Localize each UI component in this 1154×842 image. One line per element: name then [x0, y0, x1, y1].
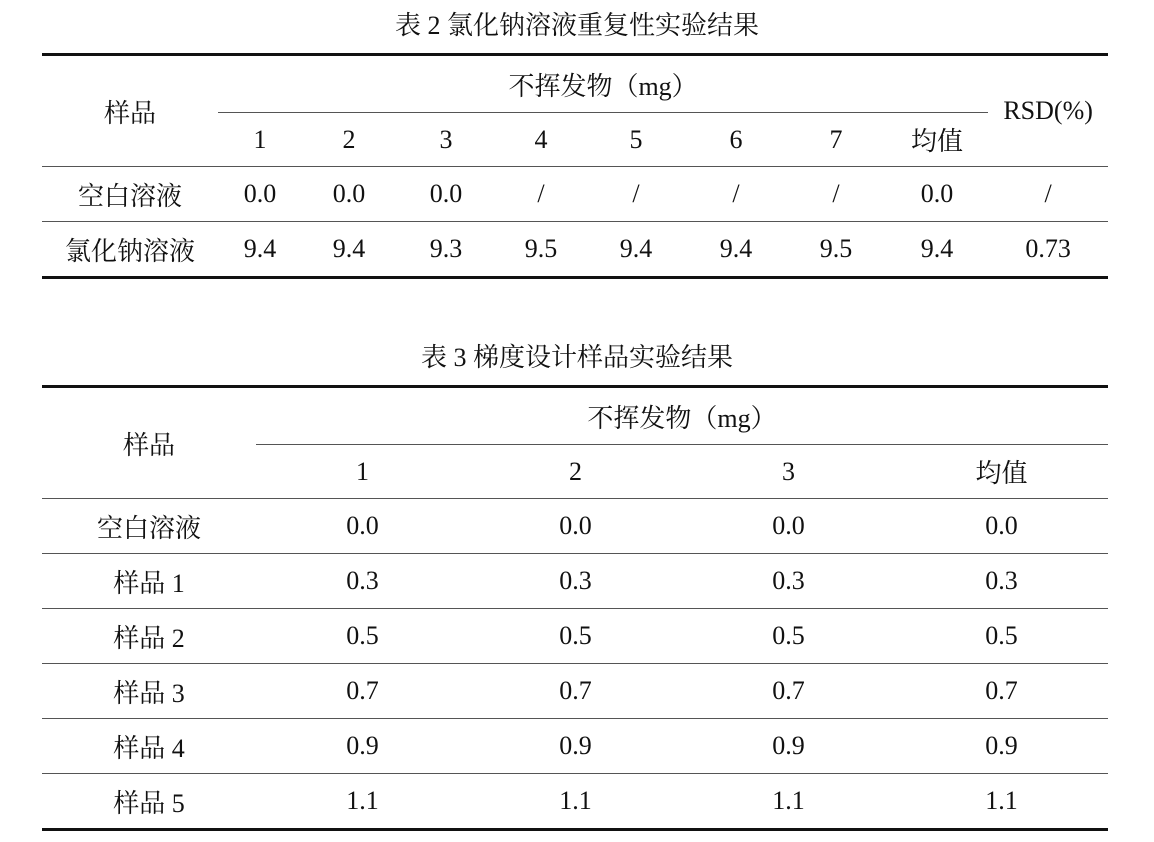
row-label: 空白溶液	[77, 181, 182, 211]
table-row	[42, 167, 1108, 222]
table-row	[42, 609, 1108, 664]
row-label: 样品 2	[113, 623, 185, 653]
table2-col-header: 1	[253, 124, 267, 154]
table-cell: 0.9	[772, 731, 805, 760]
table-row	[42, 554, 1108, 609]
table2-col-header: 5	[629, 124, 643, 154]
row-label: 样品 4	[113, 733, 185, 763]
table-cell: 0.0	[332, 179, 366, 208]
table2-col-header: 6	[729, 124, 743, 154]
row-label: 空白溶液	[96, 513, 201, 543]
table-cell: 0.9	[559, 731, 592, 760]
table-cell: 1.1	[985, 786, 1018, 815]
table-cell: 9.4	[719, 234, 753, 263]
table-cell: 1.1	[772, 786, 805, 815]
table-cell: 0.7	[559, 676, 592, 705]
table-row	[42, 664, 1108, 719]
table-cell: 0.0	[243, 179, 277, 208]
table2-repeatability	[42, 53, 1108, 279]
table-cell: 0.3	[772, 566, 805, 595]
table-cell: 0.3	[559, 566, 592, 595]
table-cell: 0.73	[1025, 234, 1071, 263]
table2-col-header: 7	[829, 124, 843, 154]
table-row	[42, 719, 1108, 774]
table-cell: 0.0	[920, 179, 954, 208]
table-cell: 9.4	[332, 234, 366, 263]
table-cell: 9.5	[524, 234, 558, 263]
table-cell: 0.0	[429, 179, 463, 208]
table-cell: 0.0	[772, 511, 805, 540]
table-cell: 0.9	[985, 731, 1018, 760]
table-cell: 0.3	[985, 566, 1018, 595]
row-label: 样品 1	[113, 568, 185, 598]
table-cell: 0.7	[772, 676, 805, 705]
table3-caption: 表 3 梯度设计样品实验结果	[420, 343, 733, 372]
table-cell: /	[832, 179, 840, 208]
table2-col-header: 3	[439, 124, 453, 154]
table-cell: 1.1	[346, 786, 379, 815]
table-cell: 0.5	[559, 621, 592, 650]
table-cell: 0.5	[772, 621, 805, 650]
table-cell: 0.0	[559, 511, 592, 540]
table-cell: 0.0	[985, 511, 1018, 540]
table3-col-header: 1	[356, 456, 369, 486]
table3-group-header: 不挥发物（mg）	[256, 387, 1108, 445]
table2-sample-header: 样品	[42, 55, 218, 167]
table-row	[42, 774, 1108, 830]
table2-group-header: 不挥发物（mg）	[218, 55, 988, 113]
table-row	[42, 222, 1108, 278]
table-cell: 9.4	[619, 234, 653, 263]
table-cell: 0.3	[346, 566, 379, 595]
table2-col-header: 4	[534, 124, 548, 154]
row-label: 样品 3	[113, 678, 185, 708]
table-cell: 9.4	[243, 234, 277, 263]
table-cell: 0.5	[985, 621, 1018, 650]
table-cell: 1.1	[559, 786, 592, 815]
table2-col-header: 2	[342, 124, 356, 154]
table-cell: 0.7	[346, 676, 379, 705]
table-row	[42, 499, 1108, 554]
row-label: 样品 5	[113, 788, 185, 818]
table2-caption: 表 2 氯化钠溶液重复性实验结果	[394, 11, 759, 40]
row-label: 氯化钠溶液	[64, 236, 195, 266]
table-cell: 9.3	[429, 234, 463, 263]
table2-header-row-1	[42, 55, 1108, 113]
table3-col-header: 均值	[975, 459, 1028, 488]
table3-col-header: 3	[782, 456, 795, 486]
table3-sample-header: 样品	[42, 387, 256, 499]
table-cell: /	[632, 179, 640, 208]
table-cell: 0.5	[346, 621, 379, 650]
table-cell: 9.4	[920, 234, 954, 263]
table2-rsd-header: RSD(%)	[988, 55, 1108, 167]
table-cell: /	[1044, 179, 1052, 208]
table-cell: /	[732, 179, 740, 208]
table-cell: /	[537, 179, 545, 208]
table2-col-header: 均值	[911, 127, 964, 156]
table-cell: 0.7	[985, 676, 1018, 705]
table-cell: 0.9	[346, 731, 379, 760]
table3-col-header: 2	[569, 456, 582, 486]
table3-header-row-1	[42, 387, 1108, 445]
table3-gradient-samples	[42, 385, 1108, 831]
table-cell: 9.5	[819, 234, 853, 263]
table-cell: 0.0	[346, 511, 379, 540]
